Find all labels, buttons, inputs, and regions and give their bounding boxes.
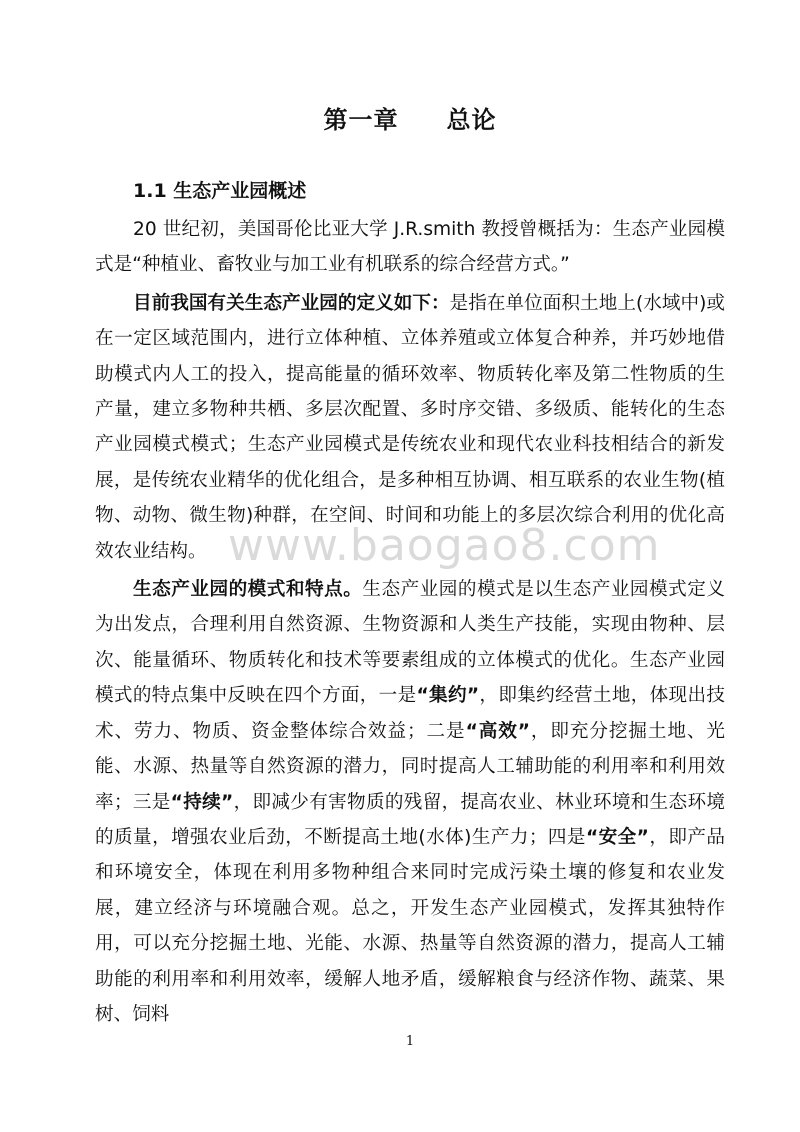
paragraph-features	[95, 572, 725, 1032]
paragraph-intro: 20 世纪初，美国哥伦比亚大学 J.R.smith 教授曾概括为：生态产业园模式是“种植业、畜牧业与加工业有机联系的综合经营方式。”	[95, 219, 725, 276]
chapter-title	[0, 100, 800, 135]
definition-text: 是指在单位面积土地上(水域中)或在一定区域范围内，进行立体种植、立体养殖或立体复合种养，并巧妙地借助模式内人工的投入，提高能量的循环效率、物质转化率及第二性物质的生产量，建立多物种共栖、多层次配置、多时序交错、多级质、能转化的生态产业园模式模式；生态产业园模式是传统农业和现代农业科技相结合的新发展，是传统农业精华的优化组合，是多种相互协调、相互联系的农业生物(植物、动物、微生物)种群，在空间、时间和功能上的多层次综合利用的优化高效农业结构。	[95, 292, 725, 562]
paragraph-definition	[95, 286, 725, 569]
features-text-4: ，即减少有害物质的残留，提高农业、林业环境和生态环境的质量，增强农业后劲，不断提高土地(水体)生产力；四是	[95, 791, 725, 848]
features-text-5: ，即产品和环境安全，体现在利用多物种组合来同时完成污染土壤的修复和农业发展，建立经济与环境融合观。总之，开发生态产业园模式，发挥其独特作用，可以充分挖掘土地、光能、水源、热量等自然资源的潜力，提高人工辅助能的利用率和利用效率，缓解人地矛盾，缓解粮食与经济作物、蔬菜、果树、饲料	[95, 826, 725, 1025]
keyword-intensive: “集约”	[416, 685, 480, 707]
chapter-number: 第一章	[323, 106, 399, 134]
features-text-3: ，即充分挖掘土地、光能、水源、热量等自然资源的潜力，同时提高人工辅助能的利用率和利用效率；三是	[95, 720, 725, 813]
keyword-efficient: “高效”	[465, 720, 530, 742]
keyword-sustainable: “持续”	[170, 791, 234, 813]
definition-lead: 目前我国有关生态产业园的定义如下：	[133, 292, 450, 314]
features-text-2: ，即集约经营土地，体现出技术、劳力、物质、资金整体综合效益；二是	[95, 685, 725, 742]
body-text	[95, 212, 725, 1032]
section-heading: 1.1 生态产业园概述	[133, 180, 307, 202]
keyword-safe: “安全”	[585, 826, 649, 848]
features-text-1: 生态产业园的模式是以生态产业园模式定义为出发点，合理利用自然资源、生物资源和人类生产技能，实现由物种、层次、能量循环、物质转化和技术等要素组成的立体模式的优化。生态产业园模式的特点集中反映在四个方面，一是	[95, 579, 725, 707]
features-lead: 生态产业园的模式和特点。	[133, 579, 363, 601]
chapter-name: 总论	[446, 106, 497, 134]
page-number: 1	[405, 1034, 415, 1049]
watermark: www.baogao8.com	[228, 520, 661, 571]
